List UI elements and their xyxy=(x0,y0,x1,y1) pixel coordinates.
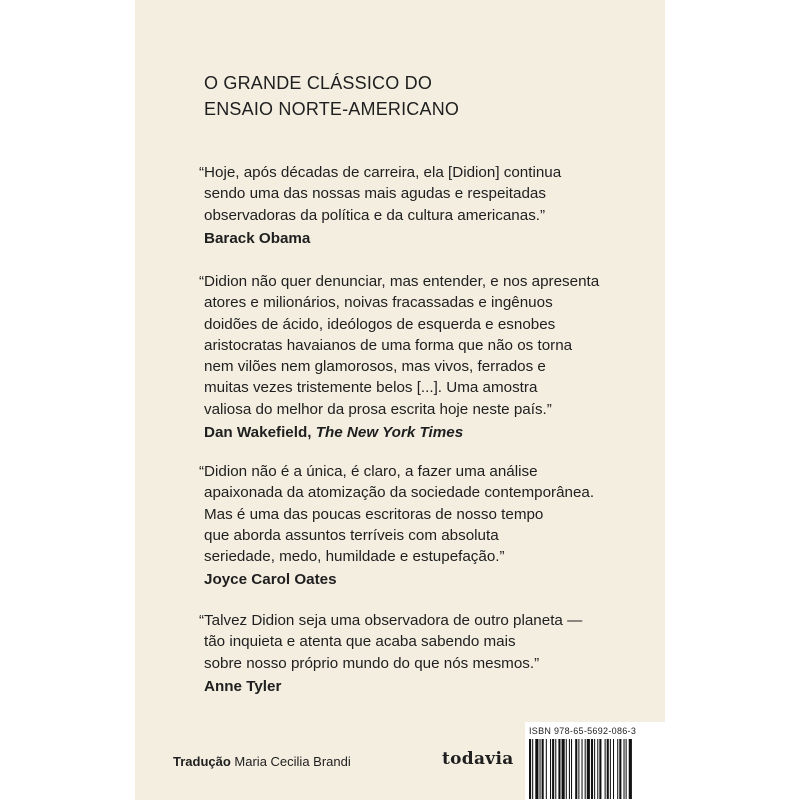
quote-line: apaixonada da atomização da sociedade contemporânea. xyxy=(204,484,595,502)
barcode-bar xyxy=(569,739,570,799)
quote-author xyxy=(199,422,599,443)
quote-line: que aborda assuntos terríveis com absoluta xyxy=(204,526,499,544)
barcode-bar xyxy=(552,739,554,799)
barcode-bar xyxy=(607,739,609,799)
barcode-bar xyxy=(629,739,632,799)
isbn-barcode-block xyxy=(525,722,665,800)
barcode-bar xyxy=(594,739,595,799)
barcode-bar xyxy=(562,739,565,799)
barcode-bar xyxy=(585,739,586,799)
quote-wakefield xyxy=(199,271,599,443)
translation-credit xyxy=(173,754,351,770)
barcode-bar xyxy=(555,739,556,799)
barcode-bar xyxy=(626,739,627,799)
quote-obama xyxy=(199,162,561,249)
quote-author: Anne Tyler xyxy=(204,677,282,695)
isbn-number: ISBN 978-65-5692-086-3 xyxy=(529,726,637,736)
quote-line: valiosa do melhor da prosa escrita hoje neste país.” xyxy=(204,400,552,418)
quote-tyler xyxy=(199,610,582,697)
barcode-bar xyxy=(619,739,621,799)
quote-line: tão inquieta e atenta que acaba sabendo mais xyxy=(204,633,516,651)
author-publication: The New York Times xyxy=(315,424,464,442)
book-back-cover xyxy=(135,0,665,800)
barcode-bar xyxy=(532,739,533,799)
quote-author: Joyce Carol Oates xyxy=(204,571,337,589)
quote-line: doidões de ácido, ideólogos de esquerda e esnobes xyxy=(204,315,556,333)
barcode-bar xyxy=(566,739,567,799)
barcode-bar xyxy=(535,739,538,799)
quote-line: “Hoje, após décadas de carreira, ela [Didion] continua xyxy=(199,164,562,181)
headline-line-2: ENSAIO NORTE-AMERICANO xyxy=(204,99,460,119)
translator-name: Maria Cecilia Brandi xyxy=(234,754,351,769)
barcode-bar xyxy=(582,739,583,799)
quote-author: Barack Obama xyxy=(204,229,311,247)
barcode-bar xyxy=(624,739,625,799)
cover-headline xyxy=(204,70,459,122)
barcode-bar xyxy=(578,739,579,799)
quote-line: nem vilões nem glamorosos, mas vivos, ferrados e xyxy=(204,358,546,376)
barcode-icon xyxy=(529,739,661,799)
barcode-bar xyxy=(546,739,547,799)
author-name: Dan Wakefield, xyxy=(204,424,312,442)
quote-line: sendo uma das nossas mais agudas e respeitadas xyxy=(204,185,546,203)
barcode-bar xyxy=(597,739,598,799)
barcode-bar xyxy=(591,739,593,799)
quote-oates xyxy=(199,461,594,591)
quote-line: Mas é uma das poucas escritoras de nosso tempo xyxy=(204,505,544,523)
quote-line: seriedade, medo, humildade e estupefação.” xyxy=(204,548,505,566)
barcode-bar xyxy=(599,739,601,799)
publisher-logo: todavia xyxy=(442,749,514,769)
headline-line-1: O GRANDE CLÁSSICO DO xyxy=(204,73,433,93)
quote-line: muitas vezes tristemente belos [...]. Uma amostra xyxy=(204,379,538,397)
barcode-bar xyxy=(605,739,606,799)
barcode-bar xyxy=(540,739,541,799)
quote-line: “Didion não é a única, é claro, a fazer uma análise xyxy=(199,463,538,480)
quote-line: sobre nosso próprio mundo do que nós mesmos.” xyxy=(204,654,540,672)
barcode-bar xyxy=(550,739,551,799)
barcode-bar xyxy=(575,739,577,799)
barcode-bar xyxy=(529,739,531,799)
barcode-bar xyxy=(558,739,560,799)
quote-line: “Talvez Didion seja uma observadora de outro planeta — xyxy=(199,612,583,629)
quote-line: observadoras da política e da cultura americanas.” xyxy=(204,206,546,224)
barcode-bar xyxy=(587,739,590,799)
barcode-bar xyxy=(617,739,618,799)
barcode-bar xyxy=(571,739,572,799)
barcode-bar xyxy=(542,739,544,799)
translation-label: Tradução xyxy=(173,754,231,769)
quote-line: aristocratas havaianos de uma forma que não os torna xyxy=(204,336,573,354)
quote-line: “Didion não quer denunciar, mas entender, e nos apresenta xyxy=(199,273,600,290)
barcode-bar xyxy=(610,739,611,799)
barcode-bar xyxy=(613,739,614,799)
quote-line: atores e milionários, noivas fracassadas e ingênuos xyxy=(204,294,553,312)
